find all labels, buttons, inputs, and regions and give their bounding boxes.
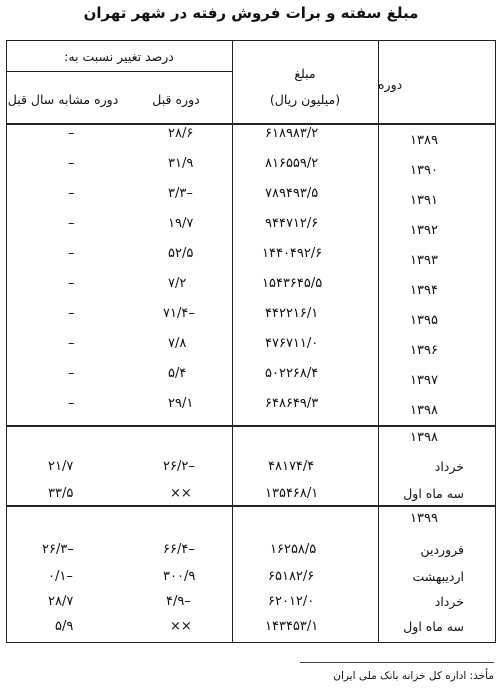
yoy-change-cell: – bbox=[68, 246, 75, 261]
prev-change-cell: –۳/۳ bbox=[168, 186, 193, 201]
amount-cell: ۶۲۰۱۲/۰ bbox=[268, 594, 315, 609]
period-cell: ۱۳۹۳ bbox=[410, 253, 438, 268]
amount-cell: ۷۸۹۴۹۳/۵ bbox=[265, 186, 319, 201]
prev-change-cell: ۲۹/۱ bbox=[168, 396, 194, 411]
prev-change-cell: ۵/۴ bbox=[168, 366, 187, 381]
prev-change-cell: ۷/۸ bbox=[168, 336, 187, 351]
header-prev-period: دوره قبل bbox=[152, 92, 200, 107]
yoy-change-cell: – bbox=[68, 396, 75, 411]
amount-cell: ۹۴۴۷۱۲/۶ bbox=[265, 216, 319, 231]
prev-change-cell: –۲۶/۲ bbox=[163, 459, 195, 474]
amount-cell: ۸۱۶۵۵۹/۲ bbox=[265, 156, 319, 171]
amount-cell: ۱۳۵۴۶۸/۱ bbox=[265, 486, 319, 501]
amount-cell: ۶۵۱۸۲/۶ bbox=[268, 569, 315, 584]
period-cell: فروردین bbox=[420, 542, 464, 557]
period-cell: خرداد bbox=[434, 459, 464, 474]
header-same-period-prev-year: دوره مشابه سال قبل bbox=[7, 92, 119, 107]
yoy-change-cell: – bbox=[68, 186, 75, 201]
column-divider-period bbox=[378, 40, 379, 643]
period-cell: سه ماه اول bbox=[403, 619, 464, 634]
header-period: دوره bbox=[378, 77, 403, 92]
yoy-change-cell: –۰/۱ bbox=[48, 569, 73, 584]
header-change-group: درصد تغییر نسبت به: bbox=[64, 49, 174, 64]
yoy-change-cell: – bbox=[68, 126, 75, 141]
yoy-change-cell: ۲۱/۷ bbox=[48, 459, 74, 474]
prev-change-cell: ۷/۲ bbox=[168, 276, 187, 291]
period-cell: ۱۳۹۱ bbox=[410, 193, 438, 208]
section-divider-1398 bbox=[6, 425, 496, 427]
prev-change-cell: ۱۹/۷ bbox=[168, 216, 194, 231]
yoy-change-cell: – bbox=[68, 306, 75, 321]
source-divider bbox=[300, 662, 494, 663]
amount-cell: ۱۵۴۳۶۴۵/۵ bbox=[262, 276, 323, 291]
prev-change-cell: ۲۸/۶ bbox=[168, 126, 194, 141]
period-cell: ۱۳۹۰ bbox=[410, 163, 438, 178]
yoy-change-cell: – bbox=[68, 276, 75, 291]
period-cell: خرداد bbox=[434, 594, 464, 609]
yoy-change-cell: –۲۶/۳ bbox=[42, 542, 74, 557]
period-cell: ۱۳۸۹ bbox=[410, 133, 438, 148]
section-year-label: ۱۳۹۹ bbox=[410, 511, 438, 526]
source-note: مأخذ: اداره کل خزانه بانک ملی ایران bbox=[333, 670, 494, 682]
amount-cell: ۴۸۱۷۴/۴ bbox=[268, 459, 315, 474]
amount-cell: ۵۰۲۲۶۸/۴ bbox=[265, 366, 319, 381]
yoy-change-cell: ۳۳/۵ bbox=[48, 486, 74, 501]
period-cell: ۱۳۹۴ bbox=[410, 283, 438, 298]
header-amount: مبلغ bbox=[294, 66, 316, 81]
amount-cell: ۶۴۸۶۴۹/۳ bbox=[265, 396, 319, 411]
prev-change-cell: ۳۰۰/۹ bbox=[163, 569, 196, 584]
amount-cell: ۶۱۸۹۸۳/۲ bbox=[265, 126, 319, 141]
prev-change-cell: ×× bbox=[170, 486, 192, 501]
amount-cell: ۱۴۳۴۵۳/۱ bbox=[265, 619, 319, 634]
yoy-change-cell: ۲۸/۷ bbox=[48, 594, 74, 609]
yoy-change-cell: – bbox=[68, 336, 75, 351]
column-divider-amount bbox=[232, 40, 233, 643]
section-year-label: ۱۳۹۸ bbox=[410, 430, 438, 445]
table-border-right bbox=[495, 40, 496, 643]
period-cell: ۱۳۹۸ bbox=[410, 403, 438, 418]
period-cell: سه ماه اول bbox=[403, 486, 464, 501]
section-divider-1399 bbox=[6, 505, 496, 507]
header-bottom-line bbox=[6, 123, 496, 125]
yoy-change-cell: – bbox=[68, 156, 75, 171]
prev-change-cell: ۳۱/۹ bbox=[168, 156, 194, 171]
table-border-left bbox=[6, 40, 7, 643]
period-cell: ۱۳۹۵ bbox=[410, 313, 438, 328]
yoy-change-cell: ۵/۹ bbox=[55, 619, 74, 634]
prev-change-cell: ۵۲/۵ bbox=[168, 246, 194, 261]
amount-cell: ۱۶۲۵۸/۵ bbox=[270, 542, 317, 557]
period-cell: اردیبهشت bbox=[412, 569, 464, 584]
amount-cell: ۴۴۲۲۱۶/۱ bbox=[265, 306, 319, 321]
period-cell: ۱۳۹۲ bbox=[410, 223, 438, 238]
period-cell: ۱۳۹۷ bbox=[410, 373, 438, 388]
amount-cell: ۴۷۶۷۱۱/۰ bbox=[265, 336, 319, 351]
amount-cell: ۱۴۴۰۴۹۲/۶ bbox=[262, 246, 323, 261]
yoy-change-cell: – bbox=[68, 216, 75, 231]
period-cell: ۱۳۹۶ bbox=[410, 343, 438, 358]
table-title: مبلغ سفته و برات فروش رفته در شهر تهران bbox=[83, 4, 419, 22]
subheader-divider bbox=[6, 71, 232, 72]
header-amount-unit: (میلیون ریال) bbox=[269, 92, 341, 107]
prev-change-cell: ×× bbox=[170, 619, 192, 634]
prev-change-cell: –۴/۹ bbox=[166, 594, 191, 609]
yoy-change-cell: – bbox=[68, 366, 75, 381]
prev-change-cell: –۷۱/۴ bbox=[163, 306, 195, 321]
prev-change-cell: –۶۶/۴ bbox=[163, 542, 195, 557]
